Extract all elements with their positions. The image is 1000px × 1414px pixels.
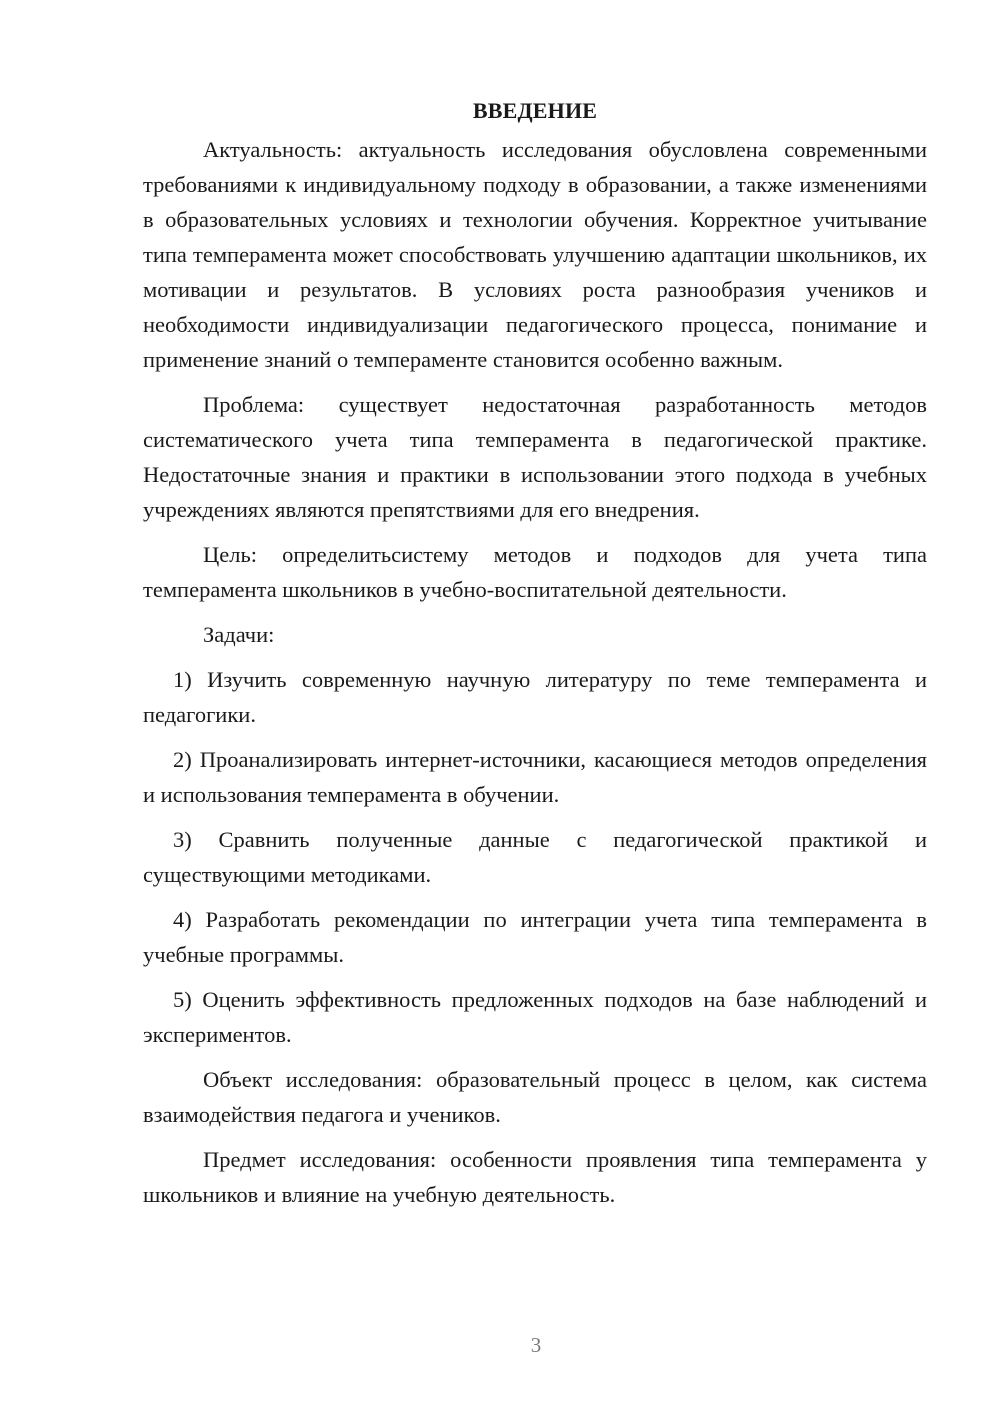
- object-paragraph: Объект исследования: образовательный процесс в целом, как система взаимодействия педагога и учеников.: [143, 1067, 927, 1127]
- task-item-3: 3) Сравнить полученные данные с педагогической практикой и существующими методиками.: [143, 827, 927, 887]
- subject-paragraph: Предмет исследования: особенности проявления типа темперамента у школьников и влияние на учебную деятельность.: [143, 1147, 927, 1207]
- task-item-2: 2) Проанализировать интернет-источники, касающиеся методов определения и использования темперамента в обучении.: [143, 747, 927, 807]
- page-content: [143, 93, 927, 1212]
- page-number: 3: [530, 1333, 542, 1357]
- task-item-5: 5) Оценить эффективность предложенных подходов на базе наблюдений и экспериментов.: [143, 987, 927, 1047]
- relevance-paragraph: Актуальность: актуальность исследования обусловлена современными требованиями к индивидуальному подходу в образовании, а также изменениями в образовательных условиях и технологии обучения. Корректное учитывание типа темперамента может способствовать улучшению адаптации школьников, их мотивации и результатов. В условиях роста разнообразия учеников и необходимости индивидуализации педагогического процесса, понимание и применение знаний о темпераменте становится особенно важным.: [143, 137, 927, 372]
- problem-paragraph: Проблема: существует недостаточная разработанность методов систематического учета типа темперамента в педагогической практике. Недостаточные знания и практики в использовании этого подхода в учебных учреждениях являются препятствиями для его внедрения.: [143, 392, 927, 522]
- task-item-1: 1) Изучить современную научную литературу по теме темперамента и педагогики.: [143, 667, 927, 727]
- goal-paragraph: Цель: определитьсистему методов и подходов для учета типа темперамента школьников в учебно-воспитательной деятельности.: [143, 542, 927, 602]
- task-item-4: 4) Разработать рекомендации по интеграции учета типа темперамента в учебные программы.: [143, 907, 927, 967]
- page-title: ВВЕДЕНИЕ: [472, 98, 598, 123]
- tasks-heading: Задачи:: [203, 622, 275, 647]
- tasks-list: [143, 662, 927, 1052]
